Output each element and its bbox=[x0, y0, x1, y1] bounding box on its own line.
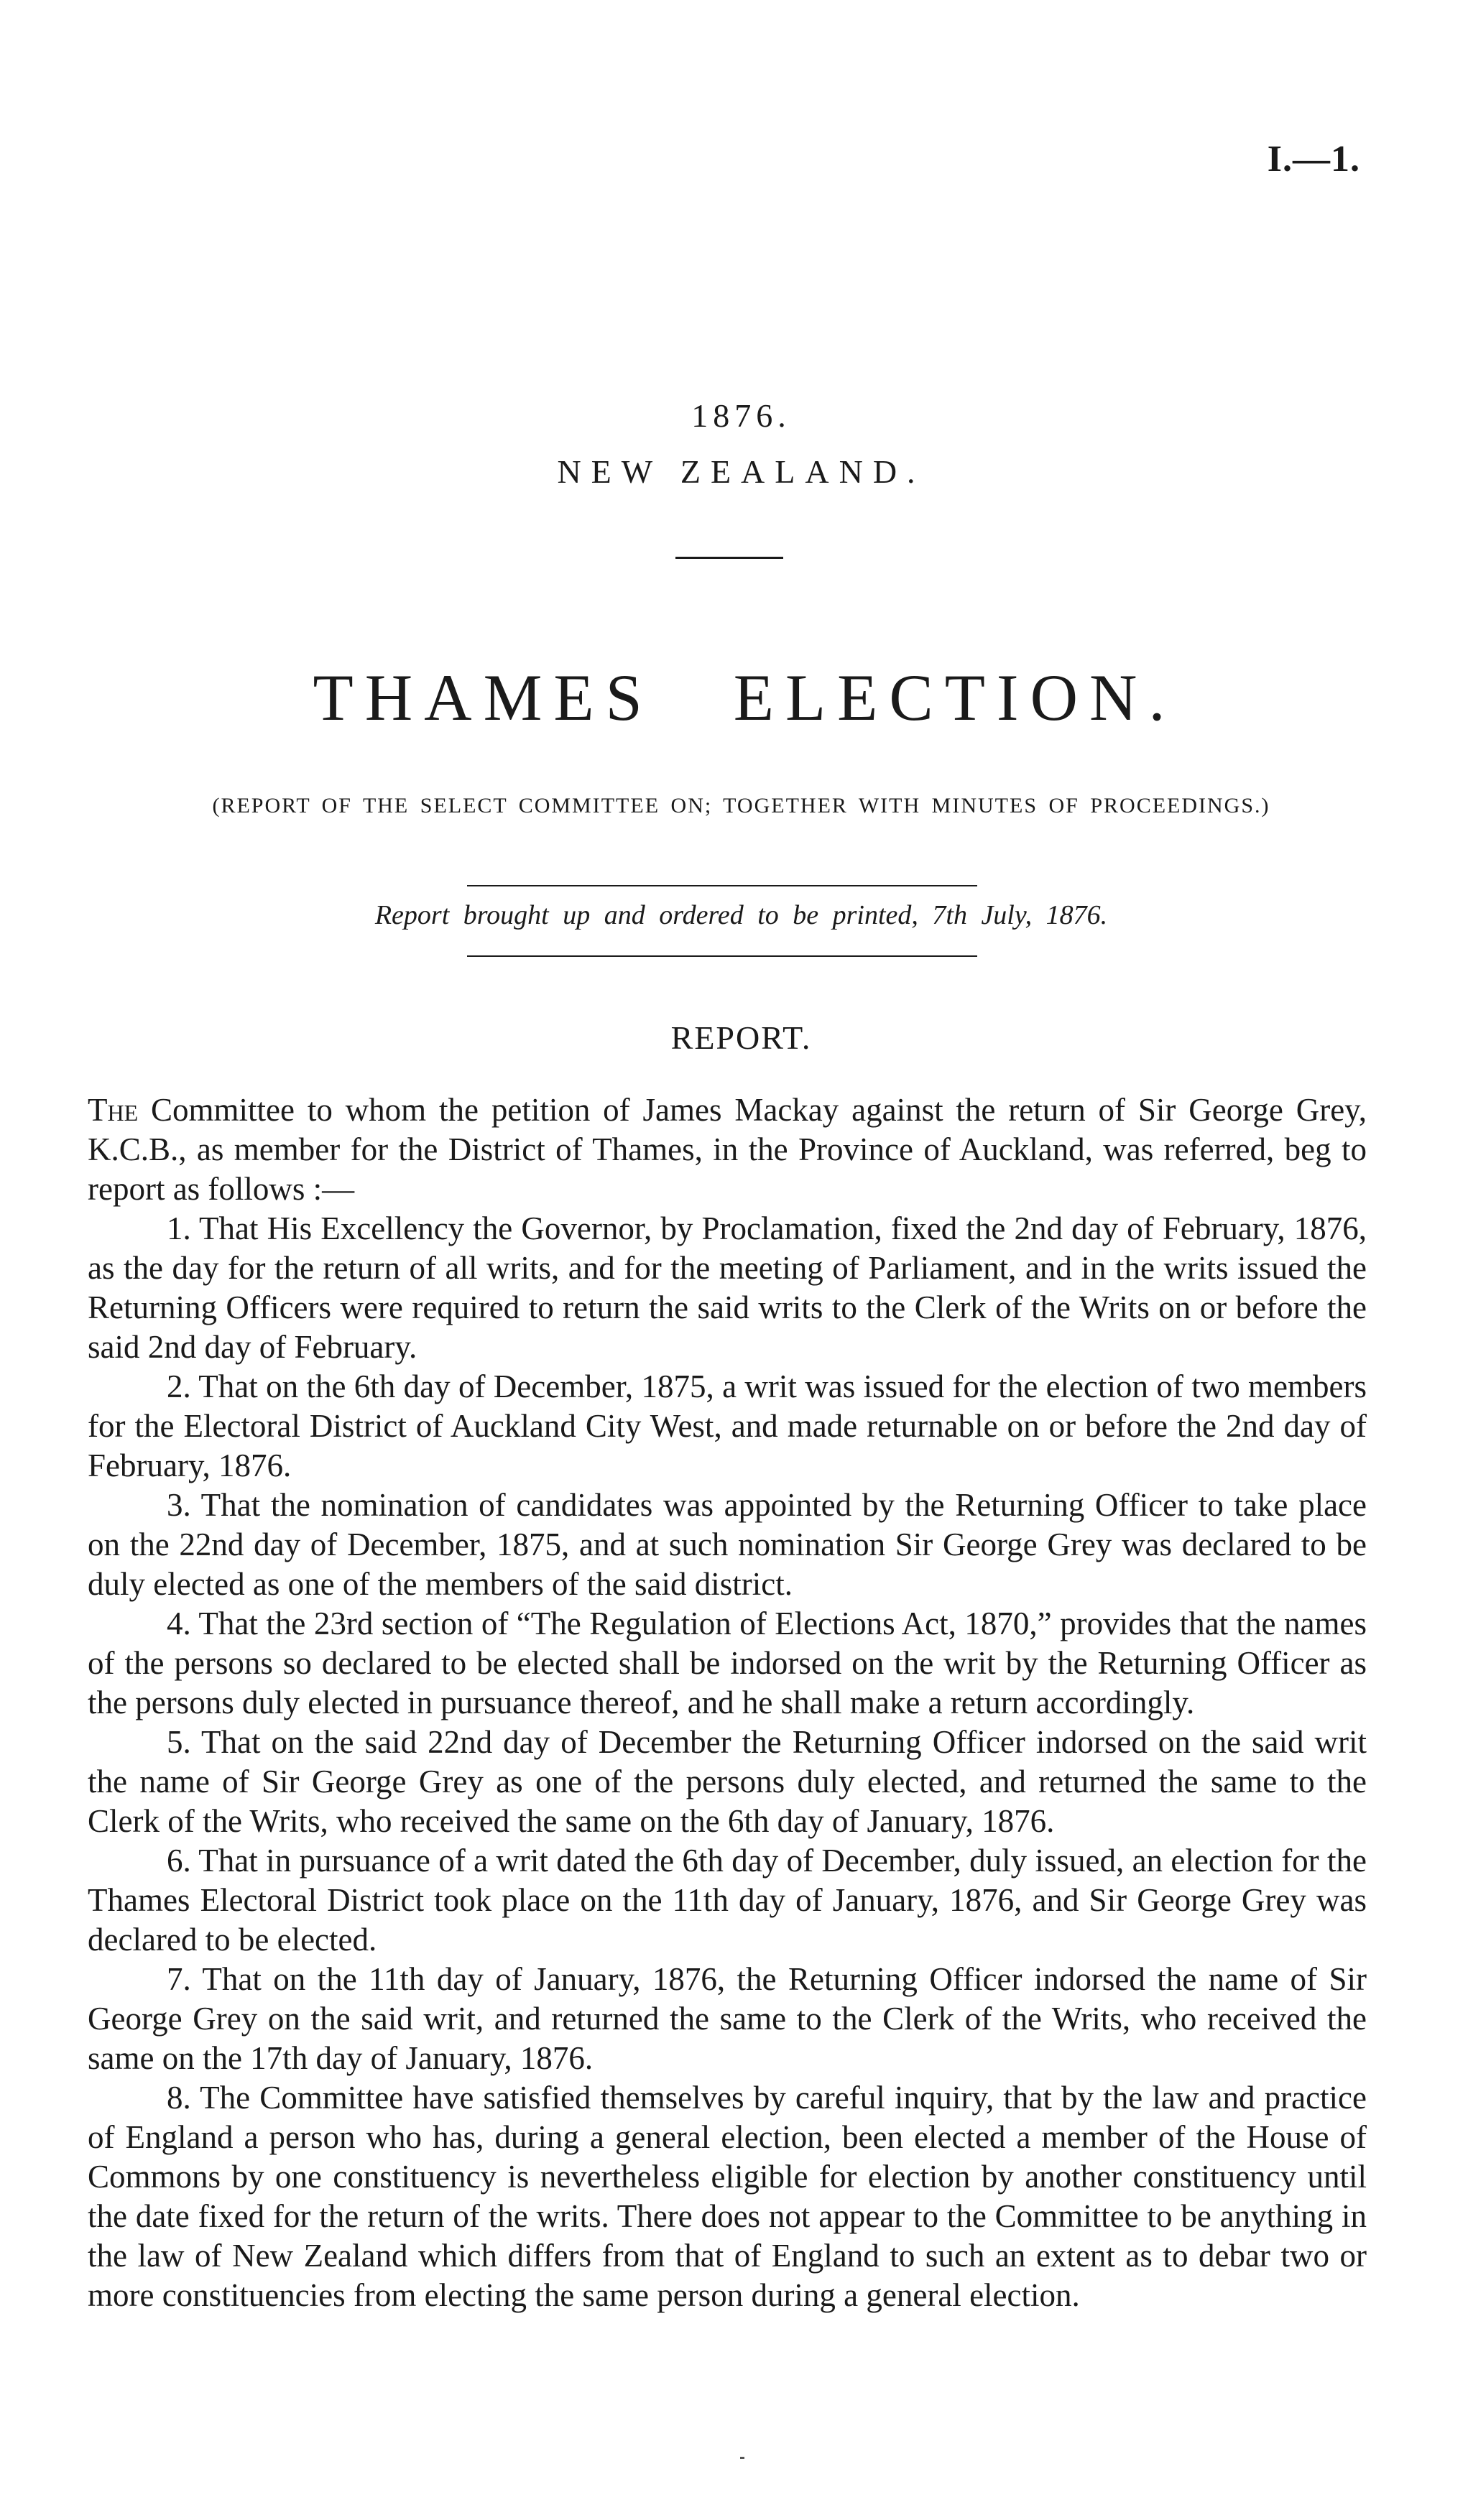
intro-paragraph bbox=[88, 1090, 1367, 1209]
page-title: THAMES ELECTION. bbox=[313, 661, 1177, 734]
report-paragraph-7: 7. That on the 11th day of January, 1876, the Returning Officer indorsed the name of Sir George Grey on the said writ, and returned the same to the Clerk of the Writs, who received the same on the 17th day of January, 1876. bbox=[88, 1961, 1367, 2076]
country-heading: NEW ZEALAND. bbox=[557, 453, 925, 490]
report-paragraph-2: 2. That on the 6th day of December, 1875, a writ was issued for the election of two members for the Electoral District of Auckland City West, and made returnable on or before the 2nd day of February, 1876. bbox=[88, 1368, 1367, 1483]
ordered-line-top-rule bbox=[467, 885, 977, 886]
report-paragraph-1: 1. That His Excellency the Governor, by Proclamation, fixed the 2nd day of February, 1876, as the day for the return of all writs, and for the meeting of Parliament, and in the writs issued the Returning Officers were required to return the said writs to the Clerk of the Writs on or before the said 2nd day of February. bbox=[88, 1210, 1367, 1365]
report-paragraph-3: 3. That the nomination of candidates was appointed by the Returning Officer to take place on the 22nd day of December, 1875, and at such nomination Sir George Grey was declared to be duly elected as one of the members of the said district. bbox=[88, 1487, 1367, 1602]
ordered-line-bottom-rule bbox=[467, 955, 977, 957]
report-paragraph-8: 8. The Committee have satisfied themselves by careful inquiry, that by the law and practice of England a person who has, during a general election, been elected a member of the House of Commons by one constituency is nevertheless eligible for election by another constituency until the date fixed for the return of the writs. There does not appear to the Committee to be anything in the law of New Zealand which differs from that of England to such an extent as to debar two or more constituencies from electing the same person during a general election. bbox=[88, 2080, 1367, 2313]
report-body bbox=[88, 1090, 1367, 2315]
report-heading: REPORT. bbox=[670, 1019, 812, 1056]
intro-lead-word: The bbox=[88, 1092, 139, 1128]
report-paragraph-6: 6. That in pursuance of a writ dated the 6th day of December, duly issued, an election for the Thames Electoral District took place on the 11th day of January, 1876, and Sir George Grey was declared to be elected. bbox=[88, 1843, 1367, 1958]
report-paragraph-5: 5. That on the said 22nd day of December the Returning Officer indorsed on the said writ the name of Sir George Grey as one of the persons duly elected, and returned the same to the Clerk of the Writs, who received the same on the 6th day of January, 1876. bbox=[88, 1724, 1367, 1839]
report-paragraph-4: 4. That the 23rd section of “The Regulation of Elections Act, 1870,” provides that the names of the persons so declared to be elected shall be indorsed on the writ by the Returning Officer as the persons duly elected in pursuance thereof, and he shall make a return accordingly. bbox=[88, 1606, 1367, 1720]
document-year: 1876. bbox=[691, 397, 791, 434]
document-subtitle: (REPORT OF THE SELECT COMMITTEE ON; TOGETHER WITH MINUTES OF PROCEEDINGS.) bbox=[212, 794, 1270, 817]
ordered-to-print-line: Report brought up and ordered to be printed, 7th July, 1876. bbox=[374, 900, 1108, 930]
title-divider bbox=[675, 557, 783, 559]
page-reference: I.—1. bbox=[1267, 139, 1360, 180]
intro-text: Committee to whom the petition of James Mackay against the return of Sir George Grey, K.C.B., as member for the District of Thames, in the Province of Auckland, was referred, beg to report as follows :— bbox=[88, 1092, 1367, 1207]
footer-mark bbox=[740, 2457, 744, 2459]
